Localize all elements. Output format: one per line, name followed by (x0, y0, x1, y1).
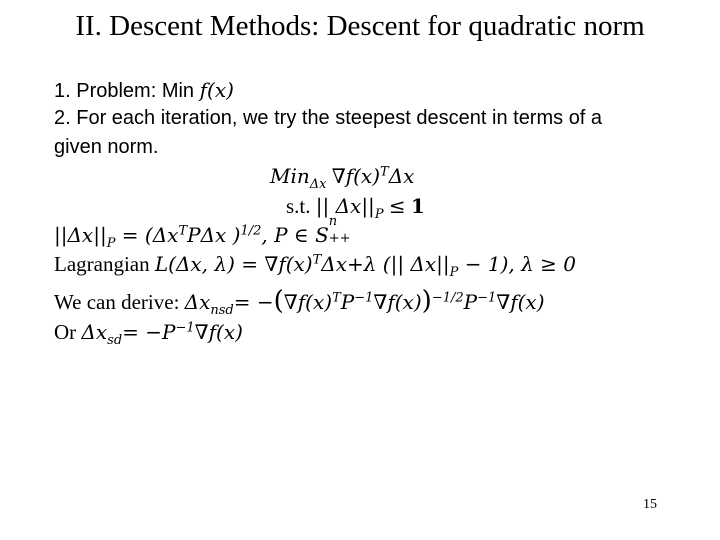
or-label: Or (54, 320, 77, 344)
psd-condition: , P ∈ S (261, 223, 329, 247)
problem-label: 1. Problem: Min (54, 80, 195, 102)
lagrangian-norm-sub: P (449, 265, 459, 280)
gradient-term: ∇f(x) (331, 164, 381, 188)
lagrangian-tail: − 1), λ ≥ 0 (458, 252, 576, 276)
iteration-line-cont: given norm. (54, 136, 159, 158)
step-term: Δx (388, 164, 415, 188)
p-inv-2-sup: −1 (477, 290, 497, 306)
min-subscript: Δx (309, 177, 327, 192)
norm-lhs-sub: P (106, 236, 116, 251)
power-sup: −1/2 (431, 290, 464, 306)
sd-step: Δx (81, 320, 108, 344)
grad-2: ∇f(x) (373, 290, 422, 314)
norm-rhs-power: 1/2 (240, 223, 262, 239)
lagrangian-lhs: L(Δx, λ) = ∇f(x) (154, 252, 313, 276)
grad-1: ∇f(x) (283, 290, 333, 314)
close-paren: ) (421, 286, 432, 316)
sd-p-inv-sup: −1 (175, 320, 195, 336)
transpose-sup: T (380, 164, 389, 180)
nsd-equals: = − (233, 290, 274, 314)
lagrangian-transpose: T (312, 252, 322, 268)
norm-rhs-transpose: T (178, 223, 188, 239)
alternative-line (54, 320, 243, 348)
nsd-step: Δx (184, 290, 211, 314)
derive-label: We can derive: (54, 290, 180, 314)
problem-line (54, 78, 234, 103)
grad-1-transpose: T (332, 290, 341, 306)
p-inv-1: P (340, 290, 355, 314)
lagrangian-line (54, 252, 576, 280)
norm-definition-line (54, 214, 351, 251)
constraint-line (286, 194, 425, 222)
slide-title: II. Descent Methods: Descent for quadratic norm (75, 10, 645, 42)
p-inv-1-sup: −1 (354, 290, 374, 306)
sd-sub: sd (107, 333, 123, 348)
minimization-line (270, 164, 414, 192)
norm-rhs-open: = (Δx (115, 223, 179, 247)
iteration-line: 2. For each iteration, we try the steepest descent in terms of a (54, 107, 603, 129)
st-label: s.t. (286, 194, 311, 218)
sd-grad: ∇f(x) (194, 320, 243, 344)
min-operator: Min (270, 164, 310, 188)
open-paren: ( (273, 286, 284, 316)
psd-sub: ++ (328, 231, 351, 246)
psd-sup: n (328, 214, 338, 229)
norm-rhs-body: PΔx ) (187, 223, 241, 247)
problem-objective: f(x) (199, 78, 234, 102)
page-number: 15 (643, 497, 657, 512)
sd-equals: = −P (122, 320, 176, 344)
leq-symbol: ≤ (388, 194, 406, 218)
constraint-norm-sub: P (374, 207, 384, 222)
p-inv-2: P (463, 290, 478, 314)
derivation-line (54, 286, 545, 318)
constraint-norm: || Δx|| (315, 194, 375, 218)
norm-lhs: ||Δx|| (54, 223, 107, 247)
lagrangian-body: Δx+λ (|| Δx|| (321, 252, 450, 276)
nsd-sub: nsd (210, 303, 234, 318)
lagrangian-label: Lagrangian (54, 252, 150, 276)
constraint-bound: 1 (410, 194, 425, 218)
grad-3: ∇f(x) (496, 290, 545, 314)
